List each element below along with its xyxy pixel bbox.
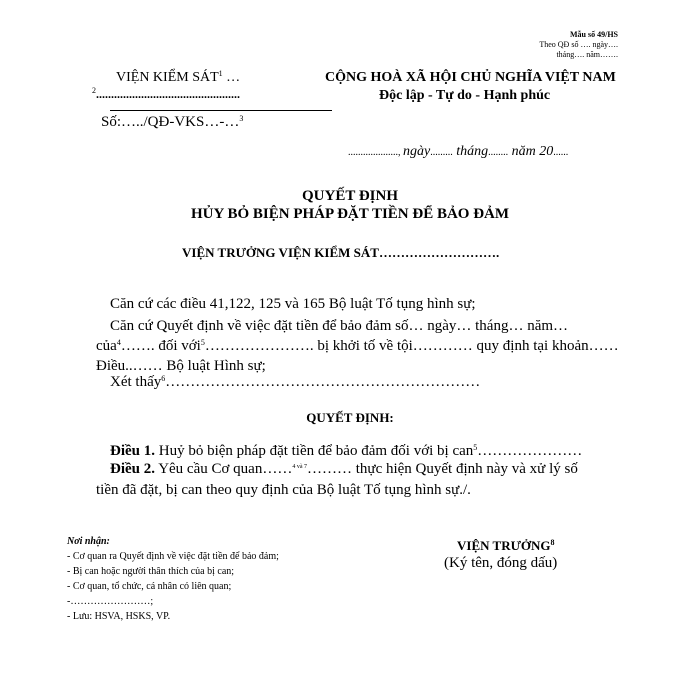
national-motto: Độc lập - Tự do - Hạnh phúc — [379, 88, 551, 103]
header-divider — [110, 110, 332, 111]
legal-basis-paragraph-2-cont: của$^4$……. đối với$^5$…………………. bị khởi tố về tội………… quy định tại khoản…… — [96, 338, 619, 354]
recipient-item: - Bị can hoặc người thân thích của bị can; — [67, 566, 235, 577]
recipients-heading: Nơi nhận: — [67, 536, 110, 547]
footnote-ref: 8 — [550, 538, 555, 547]
consideration-paragraph: Xét thấy$^6$……………………………………………………… — [110, 374, 481, 390]
form-number-note — [539, 30, 618, 60]
document-subject-title: HỦY BỎ BIỆN PHÁP ĐẶT TIỀN ĐỂ BẢO ĐẢM — [190, 206, 510, 222]
legal-basis-paragraph-2: Căn cứ Quyết định về việc đặt tiền để bảo đảm số… ngày… tháng… năm… — [110, 318, 569, 334]
agency-name: VIỆN KIỂM SÁT$^1$ … — [116, 69, 241, 85]
footnote-ref: 5 — [473, 443, 478, 452]
document-type-title: QUYẾT ĐỊNH — [302, 188, 398, 204]
signer-title: VIỆN TRƯỞNG$^8$ — [457, 538, 555, 553]
form-decision-date: tháng…. năm……. — [556, 50, 618, 59]
footnote-ref: 4 và 7 — [292, 464, 308, 470]
article-2: Điều 2. Yêu cầu Cơ quan……$^{4 và 7}$……… thực hiện Quyết định này và xử lý số — [110, 461, 578, 477]
sub-agency-line: $^2$................................................ — [92, 86, 240, 101]
legal-basis-paragraph-1: Căn cứ các điều 41,122, 125 và 165 Bộ luật Tố tụng hình sự; — [110, 296, 476, 312]
recipient-item: - Cơ quan ra Quyết định về việc đặt tiền để bảo đảm; — [67, 551, 279, 562]
article-2-cont: tiền đã đặt, bị can theo quy định của Bộ luật Tố tụng hình sự./. — [96, 482, 471, 498]
footnote-ref: 2 — [92, 86, 96, 95]
form-decision-ref: Theo QĐ số …. ngày…. — [539, 40, 618, 49]
issue-date-line: ...................., ngày......... tháng........ năm 20...... — [348, 144, 569, 159]
footnote-ref: 5 — [200, 338, 205, 347]
national-title: CỘNG HOÀ XÃ HỘI CHỦ NGHĨA VIỆT NAM — [325, 70, 616, 85]
footnote-ref: 4 — [116, 338, 121, 347]
recipient-item: -……………………; — [67, 596, 154, 607]
footnote-ref: 1 — [218, 69, 223, 78]
signature-instruction: (Ký tên, đóng dấu) — [444, 555, 558, 571]
document-number: Số:…../QĐ-VKS…-…$^3$ — [101, 114, 244, 130]
recipients-block — [67, 534, 279, 624]
recipient-item: - Cơ quan, tổ chức, cá nhân có liên quan; — [67, 581, 232, 592]
footnote-ref: 3 — [239, 114, 244, 123]
footnote-ref: 6 — [161, 374, 166, 383]
article-1: Điều 1. Huỷ bỏ biện pháp đặt tiền để bảo đảm đối với bị can$^5$………………… — [110, 443, 583, 459]
legal-basis-paragraph-2-end: Điều..…… Bộ luật Hình sự; — [96, 358, 266, 374]
recipient-item: - Lưu: HSVA, HSKS, VP. — [67, 611, 171, 622]
decision-heading: QUYẾT ĐỊNH: — [306, 410, 394, 425]
issuer-heading: VIỆN TRƯỞNG VIỆN KIỂM SÁT………………………. — [182, 245, 500, 260]
form-number: Mẫu số 49/HS — [569, 30, 618, 39]
